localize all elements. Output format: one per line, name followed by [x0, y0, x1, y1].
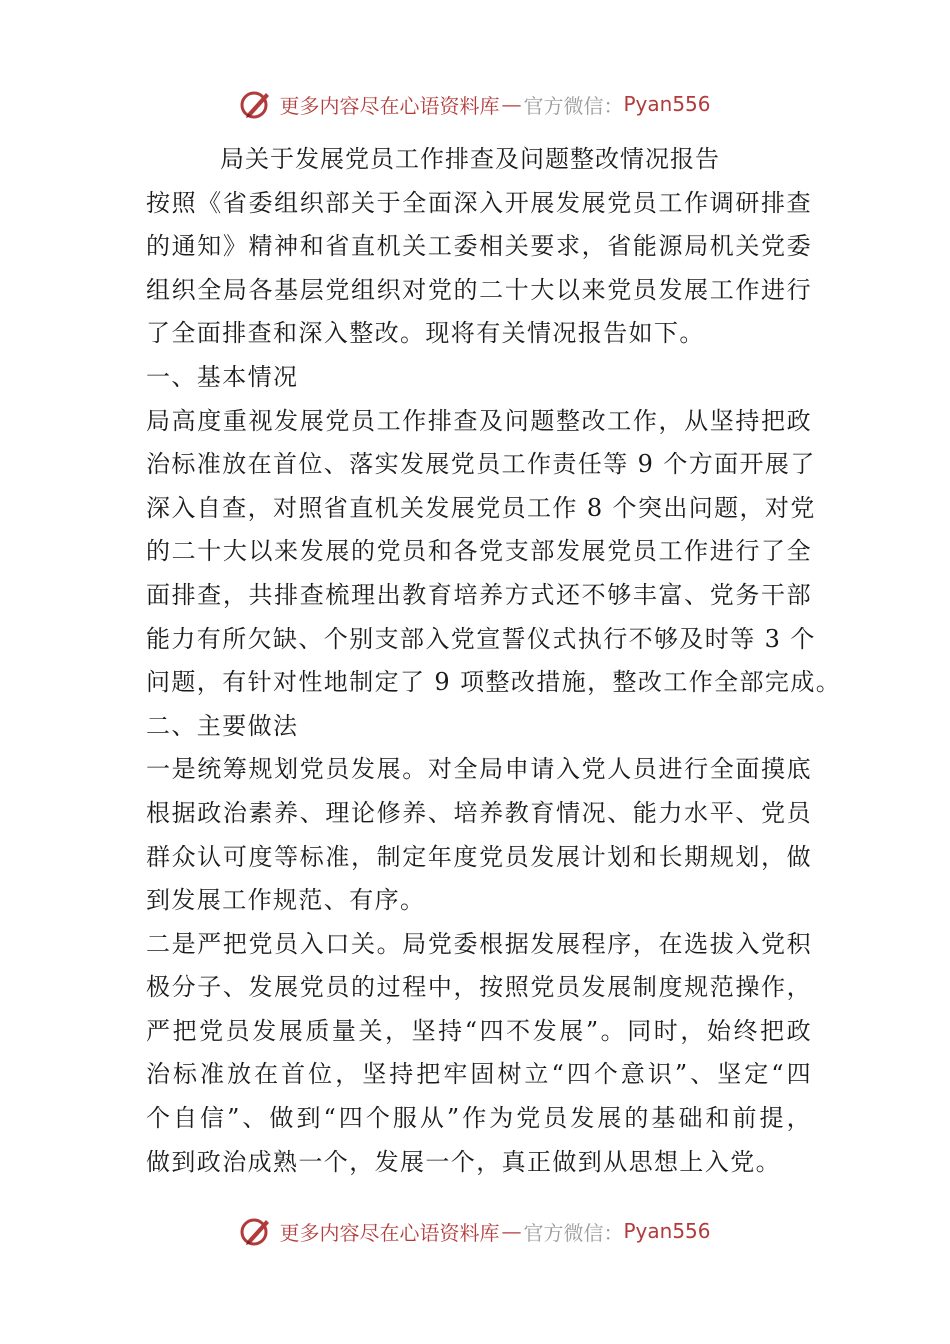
watermark-label: 官方微信： [523, 1220, 624, 1245]
text-line: 一是统筹规划党员发展。对全局申请入党人员进行全面摸底 [146, 755, 812, 784]
text-line: 到发展工作规范、有序。 [146, 886, 426, 915]
watermark-dash: — [501, 1219, 522, 1243]
text-line: 了全面排查和深入整改。现将有关情况报告如下。 [146, 319, 705, 348]
text-line: 问题，有针对性地制定了 9 项整改措施，整改工作全部完成。 [146, 668, 842, 697]
watermark-dash: — [501, 92, 522, 116]
section-heading-practices: 二、主要做法 [146, 711, 299, 740]
pen-logo-icon [239, 1214, 273, 1248]
text-line: 极分子、发展党员的过程中，按照党员发展制度规范操作， [146, 973, 812, 1002]
document-title: 局关于发展党员工作排查及问题整改情况报告 [220, 145, 720, 173]
text-line: 治标准放在首位，坚持把牢固树立“四个意识”、坚定“四 [146, 1060, 812, 1089]
watermark-text: 更多内容尽在心语资料库 [279, 1220, 500, 1245]
text-line: 面排查，共排查梳理出教育培养方式还不够丰富、党务干部 [146, 580, 812, 609]
text-line: 局高度重视发展党员工作排查及问题整改工作，从坚持把政 [146, 406, 812, 435]
basic-situation-paragraph [146, 400, 842, 705]
text-line: 做到政治成熟一个，发展一个，真正做到从思想上入党。 [146, 1147, 781, 1176]
text-line: 根据政治素养、理论修养、培养教育情况、能力水平、党员 [146, 798, 812, 827]
practice-paragraph-1 [146, 748, 812, 922]
text-line: 二是严把党员入口关。局党委根据发展程序，在选拔入党积 [146, 929, 812, 958]
text-line: 个自信”、做到“四个服从”作为党员发展的基础和前提， [146, 1104, 812, 1133]
text-line: 的通知》精神和省直机关工委相关要求，省能源局机关党委 [146, 232, 812, 261]
text-line: 严把党员发展质量关，坚持“四不发展”。同时，始终把政 [146, 1016, 812, 1045]
text-line: 组织全局各基层党组织对党的二十大以来党员发展工作进行 [146, 275, 812, 304]
text-line: 深入自查，对照省直机关发展党员工作 8 个突出问题，对党 [146, 493, 816, 522]
watermark-text: 更多内容尽在心语资料库 [279, 93, 500, 118]
text-line: 群众认可度等标准，制定年度党员发展计划和长期规划，做 [146, 842, 812, 871]
header-watermark [0, 82, 950, 126]
pen-logo-icon [239, 87, 273, 121]
practice-paragraph-2 [146, 923, 812, 1185]
watermark-id: Pyan556 [623, 1219, 711, 1243]
watermark-id: Pyan556 [623, 92, 711, 116]
intro-paragraph [146, 182, 812, 356]
section-heading-basic: 一、基本情况 [146, 362, 299, 391]
text-line: 治标准放在首位、落实发展党员工作责任等 9 个方面开展了 [146, 450, 816, 479]
watermark-label: 官方微信： [523, 93, 624, 118]
document-body [146, 138, 842, 1184]
footer-watermark [0, 1209, 950, 1253]
text-line: 能力有所欠缺、个别支部入党宣誓仪式执行不够及时等 3 个 [146, 624, 816, 653]
text-line: 按照《省委组织部关于全面深入开展发展党员工作调研排查 [146, 188, 812, 217]
text-line: 的二十大以来发展的党员和各党支部发展党员工作进行了全 [146, 537, 812, 566]
